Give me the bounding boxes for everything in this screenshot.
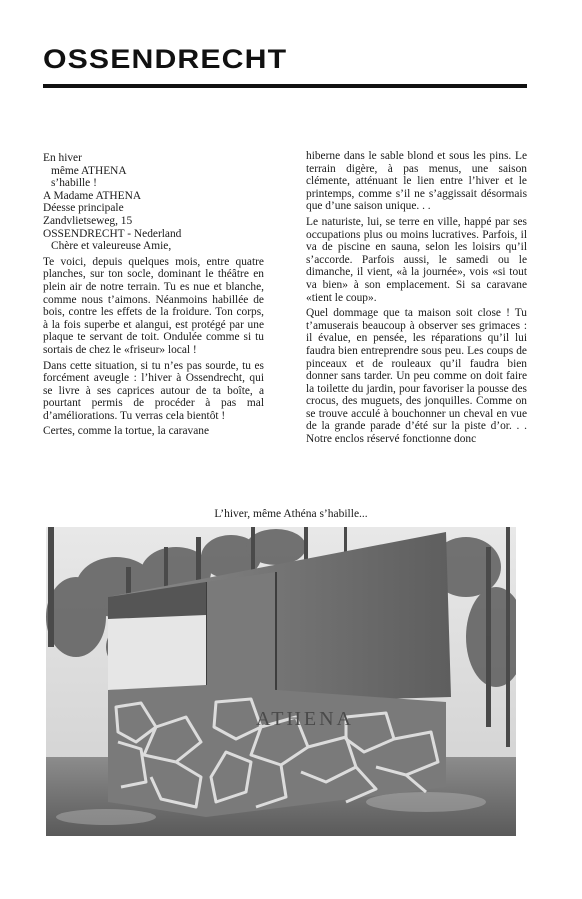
letter-heading	[43, 152, 264, 253]
heading-line: OSSENDRECHT - Nederland	[43, 227, 182, 240]
paragraph: hiberne dans le sable blond et sous les pins. Le terrain digère, à pas menus, une saison clémente, atténuant le lien entre l’hiver et le printemps, comme s’il ne s’aggissait désormais que d’une saison unique. . .	[306, 150, 527, 213]
heading-line: Déesse principale	[43, 202, 124, 215]
paragraph: Dans cette situation, si tu n’es pas sourde, tu es forcément aveugle : l’hiver à Ossendrecht, qui se livre à ses caprices autour de ta boîte, a pourtant permis de procéder à pas mal d’améliorations. Tu verras cela bientôt !	[43, 359, 264, 422]
photo-caption: L’hiver, même Athéna s’habille...	[214, 508, 368, 520]
heading-line: Zandvlietseweg, 15	[43, 214, 133, 227]
heading-line: s’habille !	[51, 177, 97, 190]
paragraph: Certes, comme la tortue, la caravane	[43, 425, 210, 438]
heading-line: Chère et valeureuse Amie,	[51, 240, 172, 253]
paragraph: Le naturiste, lui, se terre en ville, happé par ses occupations plus ou moins lucratives. Parfois, il va de piscine en sauna, selon les loisirs qu’il s’accorde. Parfois aussi, le samedi ou le dimanche, il vient, «à la journée», vois «si tout va bien» à son emplacement. Si sa caravane «tient le coup».	[306, 215, 527, 304]
heading-line: même ATHENA	[51, 164, 127, 177]
heading-line: En hiver	[43, 152, 82, 164]
statue-shelter-photo	[46, 527, 516, 836]
page-title: OSSENDRECHT	[43, 44, 288, 74]
right-column	[306, 150, 527, 449]
paragraph: Te voici, depuis quelques mois, entre quatre planches, sur ton socle, dominant le théâtre en plein air de notre terrain. Tu es nue et blanche, comme nous t’aimons. Néanmoins habillée de bois, contre les effets de la froidure. Ton corps, à la fois superbe et alangui, est protégé par une plaque te servant de toit. Ondulée comme si tu sortais de chez le «friseur» local !	[43, 255, 264, 356]
title-rule	[43, 84, 527, 88]
photo-inscription: ATHENA	[256, 708, 354, 730]
paragraph: Quel dommage que ta maison soit close ! Tu t’amuserais beaucoup à observer ses grimaces : il évalue, en pensée, les réparations qu’il lui faudra bien entreprendre sous peu. Les coups de pinceaux et de rouleaux qu’il faudra bien donner sans tarder. Un peu comme on doit faire la toilette du jardin, pour favoriser la pousse des crocus, des muguets, des jonquilles. Comme on se trouve acculé à bouchonner un cheval en vue de la grande parade d’été sur la piste d’or. . . Notre enclos réservé fonctionne donc	[306, 307, 527, 446]
heading-line: A Madame ATHENA	[43, 189, 142, 202]
left-column	[43, 152, 264, 441]
